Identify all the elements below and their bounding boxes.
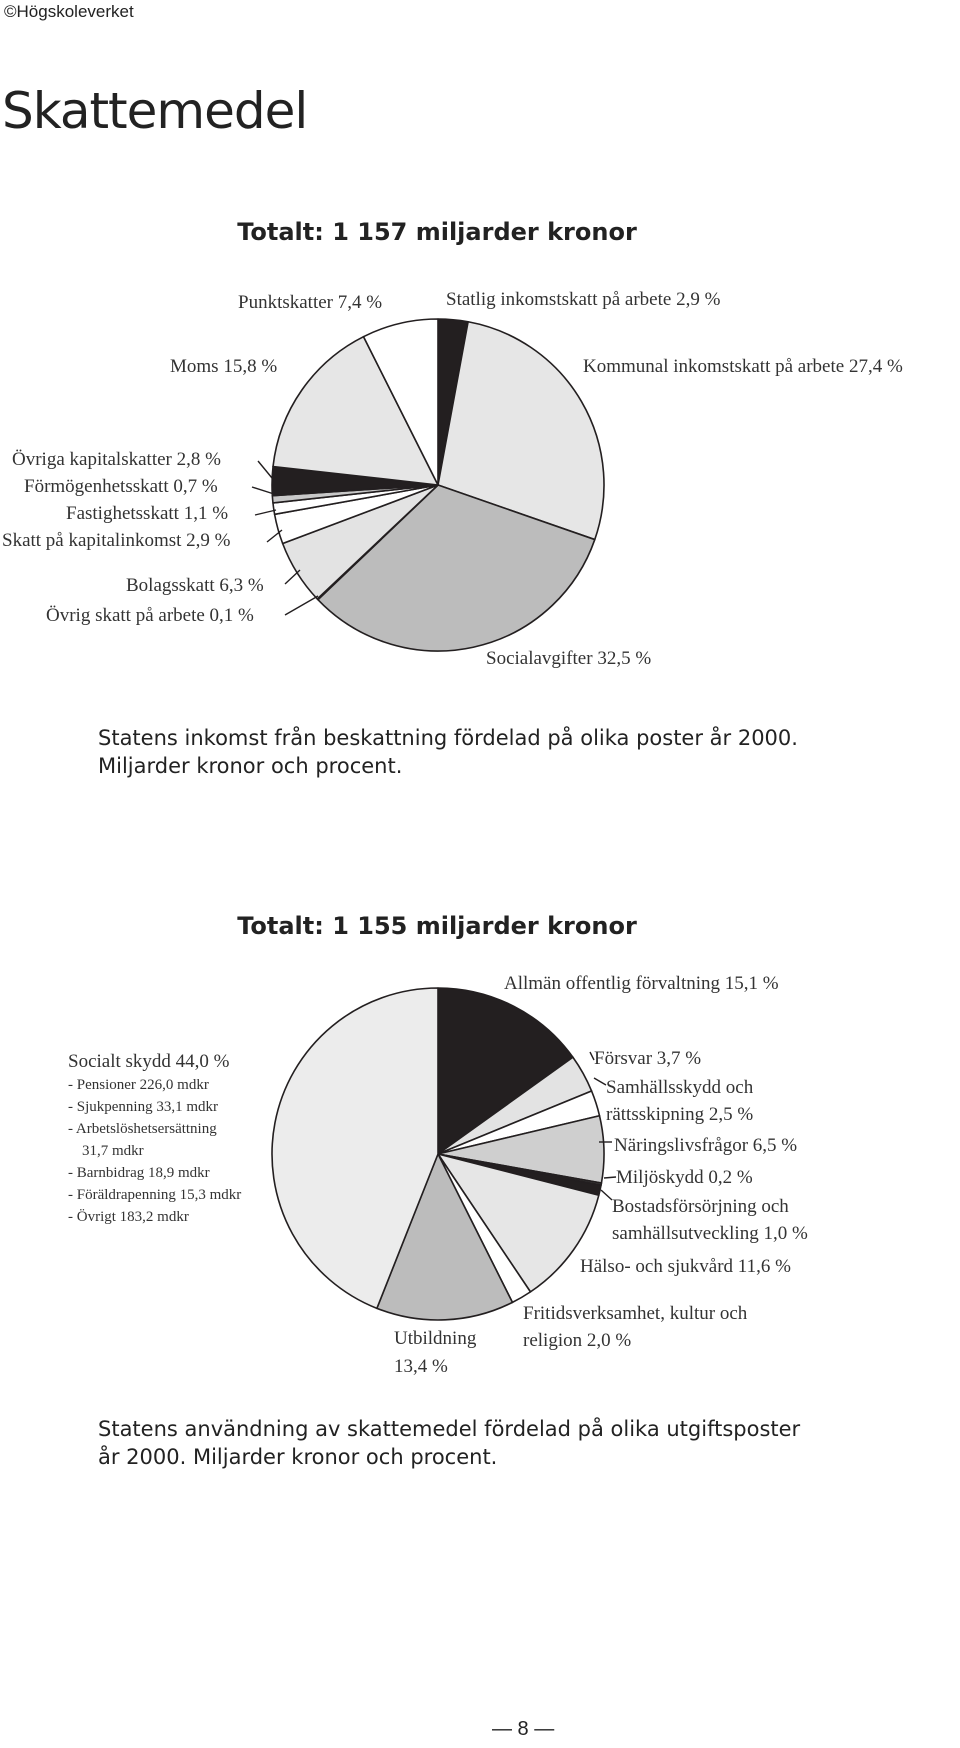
spending-sub-item: 31,7 mdkr: [82, 1143, 144, 1159]
income-label-ovriga-kapitalskatter: Övriga kapitalskatter 2,8 %: [12, 449, 221, 470]
income-label-moms: Moms 15,8 %: [170, 356, 278, 377]
spending-sub-item: - Pensioner 226,0 mdkr: [68, 1077, 209, 1093]
spending-leader-line: [601, 1190, 612, 1200]
page-number: — 8 —: [492, 1718, 555, 1740]
income-leader-line: [285, 596, 318, 615]
income-label-punktskatter: Punktskatter 7,4 %: [238, 292, 383, 313]
spending-sub-item: - Barnbidrag 18,9 mdkr: [68, 1165, 210, 1181]
spending-label-halso-sjukvard: Hälso- och sjukvård 11,6 %: [580, 1256, 791, 1277]
income-caption: Statens inkomst från beskattning fördelad på olika poster år 2000. Miljarder kronor och procent.: [98, 726, 798, 778]
income-pie-chart: [0, 0, 960, 800]
income-label-socialavgifter: Socialavgifter 32,5 %: [486, 648, 652, 669]
income-leader-line: [252, 487, 274, 494]
spending-label-samhallsskydd: Samhällsskydd och rättsskipning 2,5 %: [606, 1077, 754, 1125]
income-leader-line: [255, 510, 276, 515]
income-chart-title: Totalt: 1 157 miljarder kronor: [237, 218, 637, 246]
spending-label-socialt-skydd: Socialt skydd 44,0 %: [68, 1051, 230, 1072]
income-label-statlig-inkomstskatt: Statlig inkomstskatt på arbete 2,9 %: [446, 289, 721, 310]
spending-label-miljoskydd: Miljöskydd 0,2 %: [616, 1167, 753, 1188]
page-title: Skattemedel: [2, 82, 308, 140]
spending-label-fritidsverksamhet: Fritidsverksamhet, kultur och religion 2,0 %: [523, 1303, 748, 1351]
income-label-fastighetsskatt: Fastighetsskatt 1,1 %: [66, 503, 229, 524]
income-label-formogenhetsskatt: Förmögenhetsskatt 0,7 %: [24, 476, 218, 497]
spending-sub-item: - Sjukpenning 33,1 mdkr: [68, 1099, 218, 1115]
spending-label-allman-forvaltning: Allmän offentlig förvaltning 15,1 %: [504, 973, 779, 994]
spending-label-bostadsforsorjning: Bostadsförsörjning och samhällsutveckling 1,0 %: [612, 1196, 808, 1244]
copyright-notice: ©Högskoleverket: [4, 2, 134, 21]
spending-caption: Statens användning av skattemedel fördelad på olika utgiftsposter år 2000. Miljarder kronor och procent.: [98, 1417, 801, 1469]
income-label-bolagsskatt: Bolagsskatt 6,3 %: [126, 575, 264, 596]
income-label-skatt-kapitalinkomst: Skatt på kapitalinkomst 2,9 %: [2, 530, 231, 551]
income-leader-line: [258, 461, 272, 478]
spending-leader-line: [604, 1177, 616, 1178]
spending-sub-item: - Övrigt 183,2 mdkr: [68, 1209, 189, 1225]
spending-chart-title: Totalt: 1 155 miljarder kronor: [237, 912, 637, 940]
spending-sub-item: - Föräldrapenning 15,3 mdkr: [68, 1187, 242, 1203]
spending-label-naringslivsfragor: Näringslivsfrågor 6,5 %: [614, 1135, 798, 1156]
spending-label-forsvar: Försvar 3,7 %: [594, 1048, 702, 1069]
income-label-ovrig-skatt-arbete: Övrig skatt på arbete 0,1 %: [46, 605, 254, 626]
spending-sub-item: - Arbetslöshetsersättning: [68, 1121, 217, 1137]
income-leader-line: [285, 570, 300, 584]
spending-label-utbildning: Utbildning 13,4 %: [394, 1328, 477, 1377]
income-label-kommunal-inkomstskatt: Kommunal inkomstskatt på arbete 27,4 %: [583, 356, 903, 377]
spending-leader-line: [594, 1078, 606, 1085]
